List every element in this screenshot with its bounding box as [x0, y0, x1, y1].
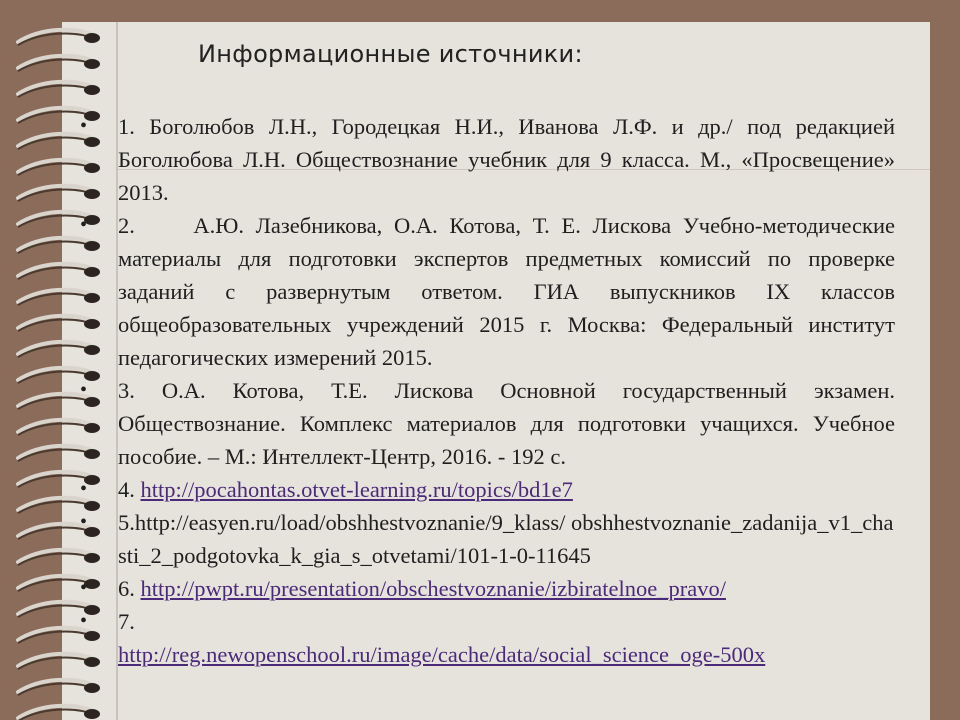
spiral-hole	[84, 33, 100, 43]
bullet-icon: •	[80, 379, 88, 401]
reference-link[interactable]: http://pwpt.ru/presentation/obschestvoznanie/izbiratelnoe_pravo/	[140, 576, 726, 601]
bullet-icon: •	[80, 610, 88, 632]
reference-prefix: 6.	[118, 576, 141, 601]
reference-text: 1. Боголюбов Л.Н., Городецкая Н.И., Иванова Л.Ф. и др./ под редакцией Боголюбова Л.Н. Обществознание учебник для 9 класса. М., «Просвещение» 2013.	[118, 114, 895, 205]
list-item	[80, 110, 895, 209]
bullet-icon: •	[80, 577, 88, 599]
reference-text: 3. О.А. Котова, Т.Е. Лискова Основной государственный экзамен. Обществознание. Комплекс материалов для подготовки учащихся. Учебное пособие. – М.: Интеллект-Центр, 2016. - 192 с.	[118, 378, 895, 469]
reference-prefix: 7.	[118, 609, 141, 634]
references-list	[80, 110, 901, 671]
reference-prefix: 4.	[118, 477, 141, 502]
list-item	[80, 374, 895, 473]
reference-link[interactable]: http://reg.newopenschool.ru/image/cache/data/social_science_oge-500x	[118, 642, 766, 667]
list-item	[80, 473, 895, 506]
spiral-hole	[84, 85, 100, 95]
bullet-icon: •	[80, 478, 88, 500]
spiral-hole	[84, 709, 100, 719]
spiral-hole	[84, 59, 100, 69]
reference-text: 2. А.Ю. Лазебникова, О.А. Котова, Т. Е. Лискова Учебно-методические материалы для подготовки экспертов предметных комиссий по проверке заданий с развернутым ответом. ГИА выпускников IX классов общеобразовательных учреждений 2015 г. Москва: Федеральный институт педагогических измерений 2015.	[118, 213, 901, 370]
reference-link[interactable]: http://pocahontas.otvet-learning.ru/topics/bd1e7	[140, 477, 573, 502]
spiral-hole	[84, 683, 100, 693]
reference-text: 5.http://easyen.ru/load/obshhestvoznanie/9_klass/ obshhestvoznanie_zadanija_v1_chasti_2_podgotovka_k_gia_s_otvetami/101-1-0-11645	[118, 510, 894, 568]
bullet-icon: •	[80, 214, 88, 236]
bullet-icon: •	[80, 115, 88, 137]
bullet-icon: •	[80, 511, 88, 533]
list-item	[80, 605, 895, 671]
list-item	[80, 506, 895, 572]
page-title: Информационные источники:	[198, 40, 583, 68]
list-item	[80, 572, 895, 605]
list-item	[80, 209, 901, 374]
